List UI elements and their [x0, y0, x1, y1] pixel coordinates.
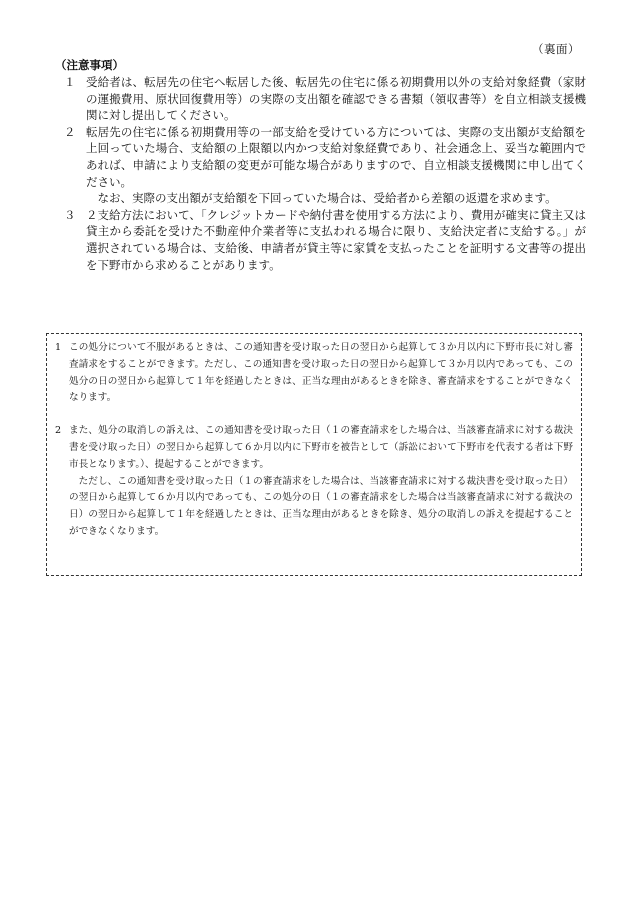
appeal-number: 2: [55, 425, 62, 437]
note-item-3: [62, 207, 586, 273]
note-number: １: [64, 75, 76, 89]
note-number: ２: [64, 124, 76, 139]
appeal-item-2: [55, 423, 573, 541]
appeal-text: [69, 423, 573, 541]
appeal-item-1: [55, 340, 573, 407]
note-paragraph: なお、実際の支出額が支給額を下回っていた場合は、受給者から差額の返還を求めます。: [97, 191, 557, 206]
note-paragraph: ２支給方法において、「クレジットカードや納付書を使用する方法により、費用が確実に貸主又は貸主から委託を受けた不動産仲介業者等に支払われる場合に限り、支給決定者に支給する。」が選択されている場合は、支給後、申請者が貸主等に家賃を支払ったことを証明する文書等の提出を下野市から求めることがあります。: [86, 207, 586, 272]
note-text: [86, 74, 586, 124]
page-side-label: （裏面）: [532, 42, 580, 56]
appeal-number: 1: [55, 342, 62, 353]
appeal-text: [69, 340, 573, 407]
note-number: ３: [64, 207, 76, 222]
note-text: [86, 124, 586, 207]
appeal-paragraph: また、処分の取消しの訴えは、この通知書を受け取った日（１の審査請求をした場合は、当該審査請求に対する裁決書を受け取った日）の翌日から起算して６か月以内に下野市を被告として（訴訟において下野市を代表する者は下野市長となります。）、提起することができます。: [69, 425, 573, 470]
notes-list: [62, 74, 586, 273]
note-item-1: [62, 74, 586, 124]
note-item-2: [62, 124, 586, 207]
note-paragraph: 受給者は、転居先の住宅へ転居した後、転居先の住宅に係る初期費用以外の支給対象経費（家財の運搬費用、原状回復費用等）の実際の支出額を確認できる書類（領収書等）を自立相談支援機関に対し提出してください。: [86, 75, 586, 123]
appeal-notice-box: [46, 333, 582, 576]
note-paragraph: 転居先の住宅に係る初期費用等の一部支給を受けている方については、実際の支出額が支給額を上回っていた場合、支給額の上限額以内かつ支給対象経費であり、社会通念上、妥当な範囲内であれば、申請により支給額の変更が可能な場合がありますので、自立相談支援機関に申し出てください。: [86, 124, 586, 189]
note-text: [86, 207, 586, 273]
appeal-paragraph: ただし、この通知書を受け取った日（１の審査請求をした場合は、当該審査請求に対する裁決書を受け取った日）の翌日から起算して６か月以内であっても、この処分の日（１の審査請求をした場合は当該審査請求に対する裁決の日）の翌日から起算して１年を経過したときは、正当な理由があるときを除き、処分の取消しの訴えを提起することができなくなります。: [69, 475, 573, 537]
notes-title: （注意事項）: [55, 58, 124, 72]
appeal-paragraph: この処分について不服があるときは、この通知書を受け取った日の翌日から起算して３か月以内に下野市長に対し審査請求をすることができます。ただし、この通知書を受け取った日の翌日から起算して３か月以内であっても、この処分の日の翌日から起算して１年を経過したときは、正当な理由があるときを除き、審査請求をすることができなくなります。: [69, 342, 573, 404]
